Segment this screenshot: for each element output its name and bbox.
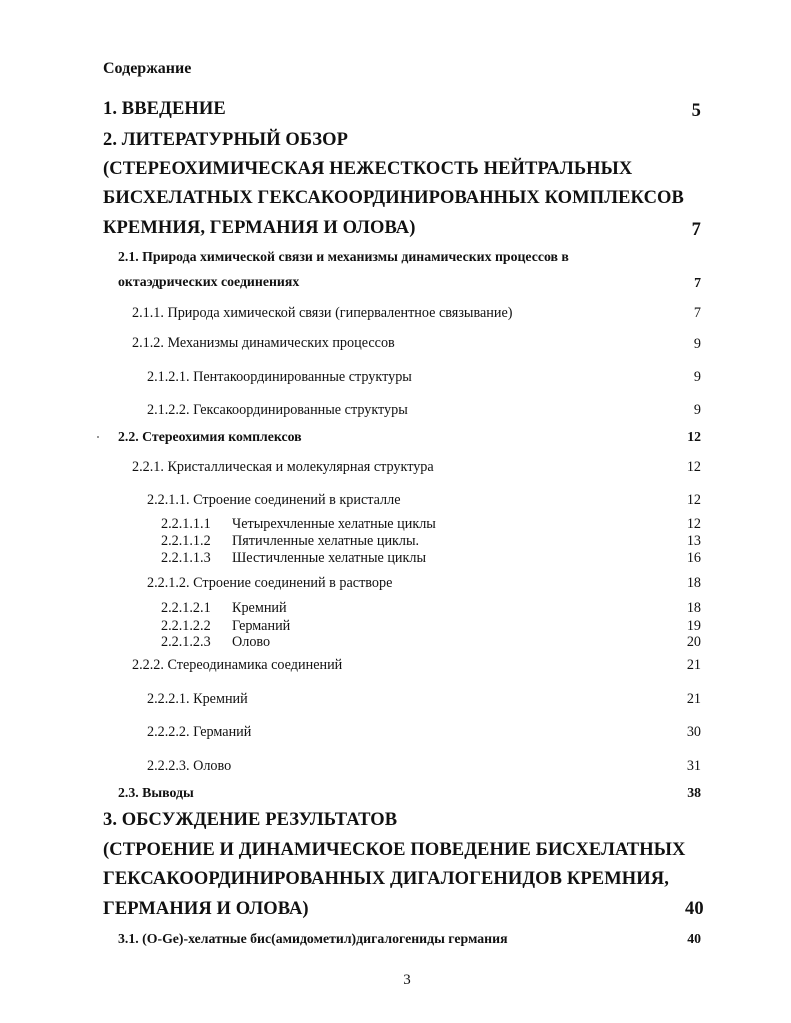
toc-page-2-2-1-2: 18	[686, 575, 701, 591]
toc-entry-3-1: 3.1. (O-Ge)-хелатные бис(амидометил)дигалогениды германия	[118, 931, 508, 946]
toc-page-2-2-1-1-1: 12	[686, 516, 701, 532]
toc-page-3-1: 40	[687, 931, 701, 946]
toc-entry-1: 1. ВВЕДЕНИЕ	[103, 99, 226, 119]
toc-entry-2-1-2-1: 2.1.2.1. Пентакоординированные структуры	[147, 369, 412, 385]
toc-entry-2-1-1: 2.1.1. Природа химической связи (гипервалентное связывание)	[132, 305, 513, 321]
toc-page-2-2-2: 21	[686, 657, 701, 673]
toc-entry-2-2-2-2: 2.2.2.2. Германий	[147, 724, 252, 740]
toc-page-2-2-1-2-2: 19	[686, 618, 701, 634]
scan-speck	[97, 436, 99, 438]
toc-entry-2-2-1-2-2-num: 2.2.1.2.2	[161, 618, 211, 634]
toc-entry-2-2-2: 2.2.2. Стереодинамика соединений	[132, 657, 343, 673]
toc-entry-2-line-3: БИСХЕЛАТНЫХ ГЕКСАКООРДИНИРОВАННЫХ КОМПЛЕКСОВ	[103, 188, 684, 208]
toc-page-2-1: 7	[694, 275, 701, 290]
toc-page-3: 40	[685, 899, 704, 919]
toc-entry-2-line-2: (СТЕРЕОХИМИЧЕСКАЯ НЕЖЕСТКОСТЬ НЕЙТРАЛЬНЫХ	[103, 159, 633, 179]
toc-entry-2-2-1-1-2: Пятичленные хелатные циклы.	[232, 533, 420, 549]
toc-entry-2-3: 2.3. Выводы	[118, 785, 194, 800]
toc-page-2-2-1-2-3: 20	[686, 634, 701, 650]
toc-entry-2-2: 2.2. Стереохимия комплексов	[118, 429, 302, 444]
toc-page-2-3: 38	[687, 785, 701, 800]
toc-entry-2-2-1-2: 2.2.1.2. Строение соединений в растворе	[147, 575, 393, 591]
toc-entry-2-2-1-1-3-num: 2.2.1.1.3	[161, 550, 211, 566]
page-number: 3	[403, 972, 411, 988]
toc-entry-3-line-3: ГЕКСАКООРДИНИРОВАННЫХ ДИГАЛОГЕНИДОВ КРЕМНИЯ,	[103, 869, 669, 889]
toc-entry-3-line-2: (СТРОЕНИЕ И ДИНАМИЧЕСКОЕ ПОВЕДЕНИЕ БИСХЕЛАТНЫХ	[103, 840, 686, 860]
toc-entry-3-line-1: 3. ОБСУЖДЕНИЕ РЕЗУЛЬТАТОВ	[103, 810, 398, 830]
toc-page-2-2-2-1: 21	[686, 691, 701, 707]
toc-page-2-2-1: 12	[686, 459, 701, 475]
toc-entry-2-2-1-2-3: Олово	[232, 634, 271, 650]
toc-page-2-1-2-2: 9	[693, 402, 701, 418]
toc-entry-2-1-2-2: 2.1.2.2. Гексакоординированные структуры	[147, 402, 408, 418]
toc-entry-2-2-1-1-3: Шестичленные хелатные циклы	[232, 550, 427, 566]
toc-page-2-1-2-1: 9	[693, 369, 701, 385]
toc-entry-3-line-4: ГЕРМАНИЯ И ОЛОВА)	[103, 899, 309, 919]
toc-entry-2-2-1-2-1: Кремний	[232, 600, 287, 616]
toc-entry-2-2-1-2-2: Германий	[232, 618, 291, 634]
toc-entry-2-1-2: 2.1.2. Механизмы динамических процессов	[132, 335, 395, 351]
toc-page-2-2-1-1-3: 16	[686, 550, 701, 566]
toc-entry-2-2-1-2-1-num: 2.2.1.2.1	[161, 600, 211, 616]
toc-page-1: 5	[691, 101, 701, 121]
toc-entry-2-2-1-1: 2.2.1.1. Строение соединений в кристалле	[147, 492, 401, 508]
toc-page-2: 7	[691, 220, 701, 240]
toc-entry-2-line-1: 2. ЛИТЕРАТУРНЫЙ ОБЗОР	[103, 130, 348, 150]
toc-entry-2-2-1-1-1-num: 2.2.1.1.1	[161, 516, 211, 532]
toc-entry-2-1-line-1: 2.1. Природа химической связи и механизмы динамических процессов в	[118, 249, 569, 264]
toc-page-2-1-2: 9	[693, 336, 701, 352]
toc-entry-2-line-4: КРЕМНИЯ, ГЕРМАНИЯ И ОЛОВА)	[103, 218, 416, 238]
toc-title: Содержание	[103, 60, 192, 77]
toc-entry-2-1-line-2: октаэдрических соединениях	[118, 274, 300, 289]
toc-entry-2-2-1: 2.2.1. Кристаллическая и молекулярная структура	[132, 459, 434, 475]
toc-page-2-1-1: 7	[693, 305, 701, 321]
toc-entry-2-2-2-3: 2.2.2.3. Олово	[147, 758, 232, 774]
toc-entry-2-2-1-1-2-num: 2.2.1.1.2	[161, 533, 211, 549]
toc-entry-2-2-1-1-1: Четырехчленные хелатные циклы	[232, 516, 436, 532]
toc-page-2-2: 12	[687, 429, 701, 444]
toc-page-2-2-1-1: 12	[686, 492, 701, 508]
toc-page-2-2-1-1-2: 13	[686, 533, 701, 549]
toc-page-2-2-2-3: 31	[686, 758, 701, 774]
toc-entry-2-2-2-1: 2.2.2.1. Кремний	[147, 691, 248, 707]
toc-entry-2-2-1-2-3-num: 2.2.1.2.3	[161, 634, 211, 650]
toc-page-2-2-1-2-1: 18	[686, 600, 701, 616]
toc-page-2-2-2-2: 30	[686, 724, 701, 740]
